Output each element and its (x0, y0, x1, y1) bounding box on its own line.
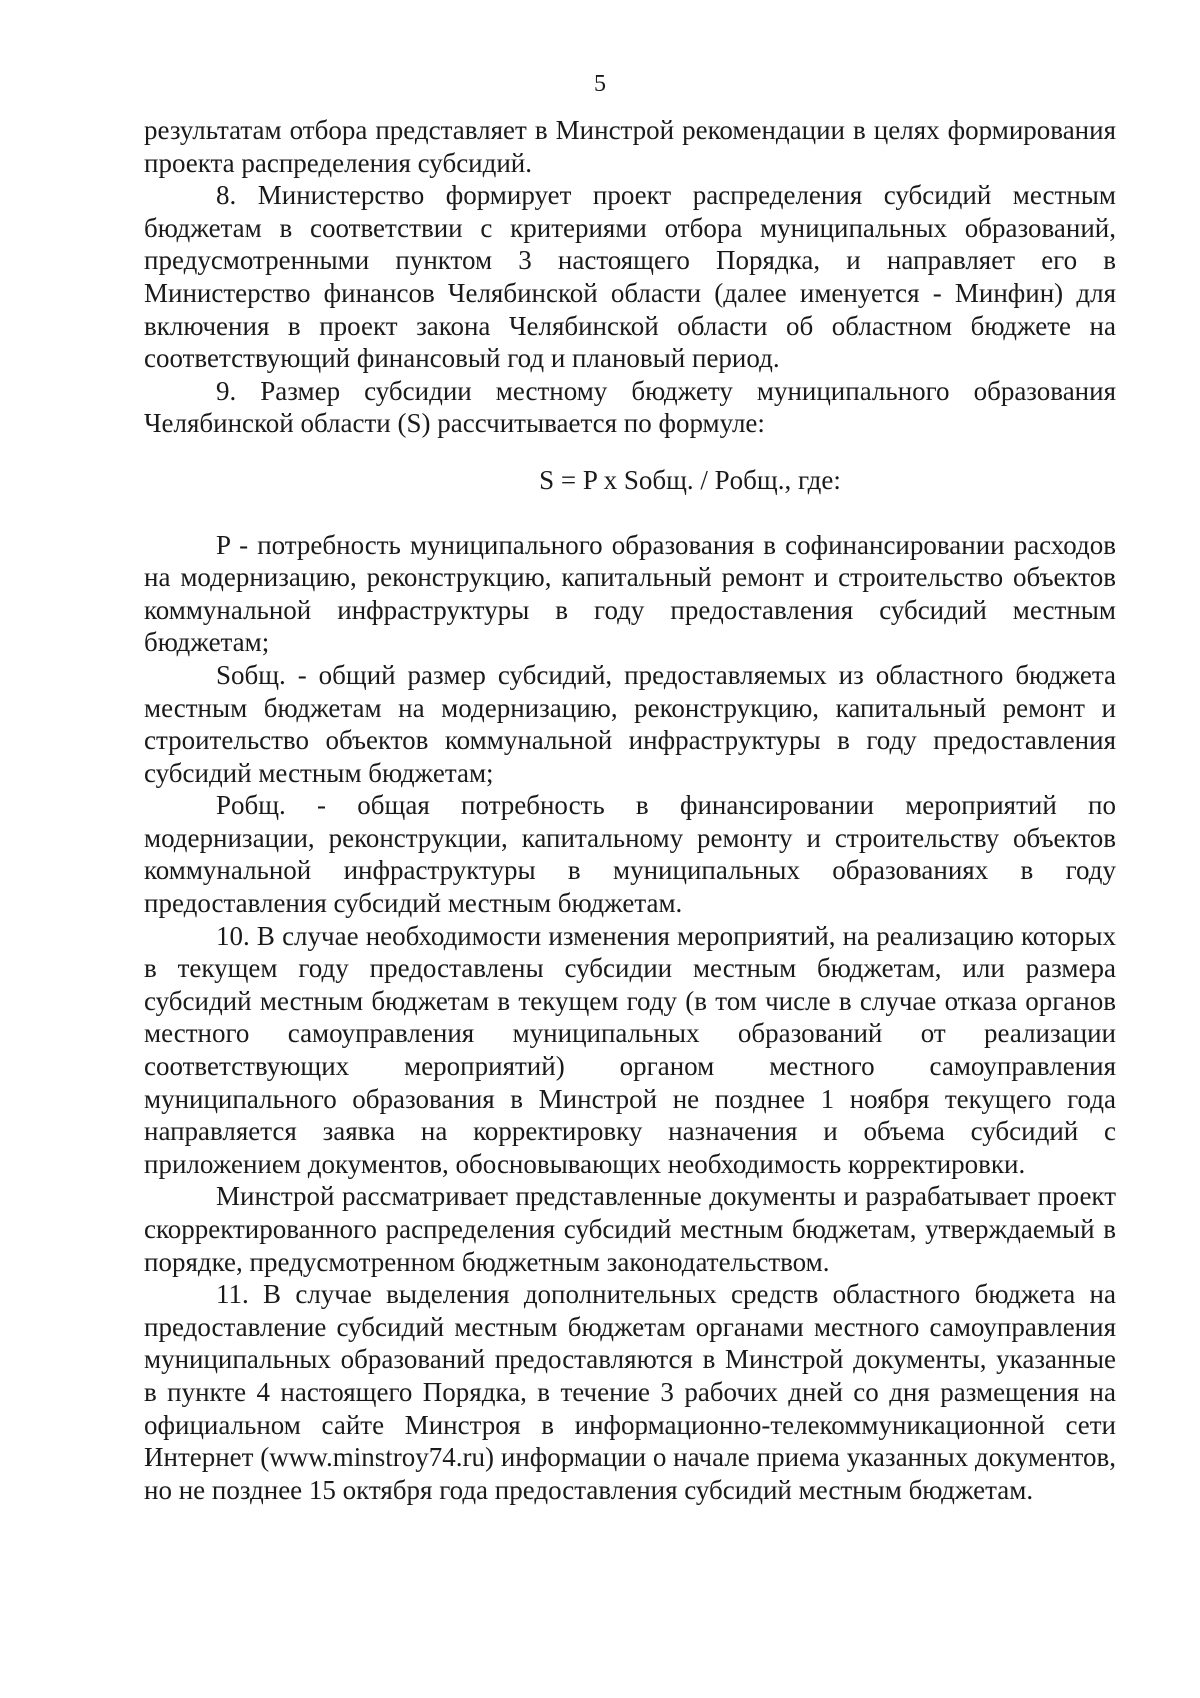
definition-s-total: Sобщ. - общий размер субсидий, предоставляемых из областного бюджета местным бюджетам на модернизацию, реконструкцию, капитальный ремонт и строительство объектов коммунальной инфраструктуры в году предоставления субсидий местным бюджетам; (144, 659, 1116, 788)
paragraph-item-11: 11. В случае выделения дополнительных средств областного бюджета на предоставление субсидий местным бюджетам органами местного самоуправления муниципальных образований предоставляются в Минстрой документы, указанные в пункте 4 настоящего Порядка, в течение 3 рабочих дней со дня размещения на официальном сайте Минстроя в информационно-телекоммуникационной сети Интернет (www.minstroy74.ru) информации о начале приема указанных документов, но не позднее 15 октября года предоставления субсидий местным бюджетам. (144, 1279, 1116, 1505)
definition-p-total: Pобщ. - общая потребность в финансировании мероприятий по модернизации, реконструкции, капитальному ремонту и строительству объектов коммунальной инфраструктуры в муниципальных образованиях в году предоставления субсидий местным бюджетам. (144, 790, 1116, 919)
paragraph-item-8: 8. Министерство формирует проект распределения субсидий местным бюджетам в соответствии с критериями отбора муниципальных образований, предусмотренными пунктом 3 настоящего Порядка, и направляет его в Министерство финансов Челябинской области (далее именуется - Минфин) для включения в проект закона Челябинской области об областном бюджете на соответствующий финансовый год и плановый период. (144, 180, 1116, 374)
paragraph-continuation: результатам отбора представляет в Минстрой рекомендации в целях формирования проекта распределения субсидий. (144, 115, 1116, 178)
paragraph-minstroy-review: Минстрой рассматривает представленные документы и разрабатывает проект скорректированного распределения субсидий местным бюджетам, утверждаемый в порядке, предусмотренном бюджетным законодательством. (144, 1181, 1116, 1277)
formula: S = P x Sобщ. / Pобщ., где: (539, 464, 841, 495)
page-number: 5 (594, 71, 606, 97)
paragraph-item-10: 10. В случае необходимости изменения мероприятий, на реализацию которых в текущем году предоставлены субсидии местным бюджетам, или размера субсидий местным бюджетам в текущем году (в том числе в случае отказа органов местного самоуправления муниципальных образований от реализации соответствующих мероприятий) органом местного самоуправления муниципального образования в Минстрой не позднее 1 ноября текущего года направляется заявка на корректировку назначения и объема субсидий с приложением документов, обосновывающих необходимость корректировки. (144, 920, 1116, 1179)
document-body (144, 114, 1116, 1506)
definition-p: P - потребность муниципального образования в софинансировании расходов на модернизацию, реконструкцию, капитальный ремонт и строительство объектов коммунальной инфраструктуры в году предоставления субсидий местным бюджетам; (144, 529, 1116, 658)
paragraph-item-9: 9. Размер субсидии местному бюджету муниципального образования Челябинской области (S) рассчитывается по формуле: (144, 375, 1116, 439)
